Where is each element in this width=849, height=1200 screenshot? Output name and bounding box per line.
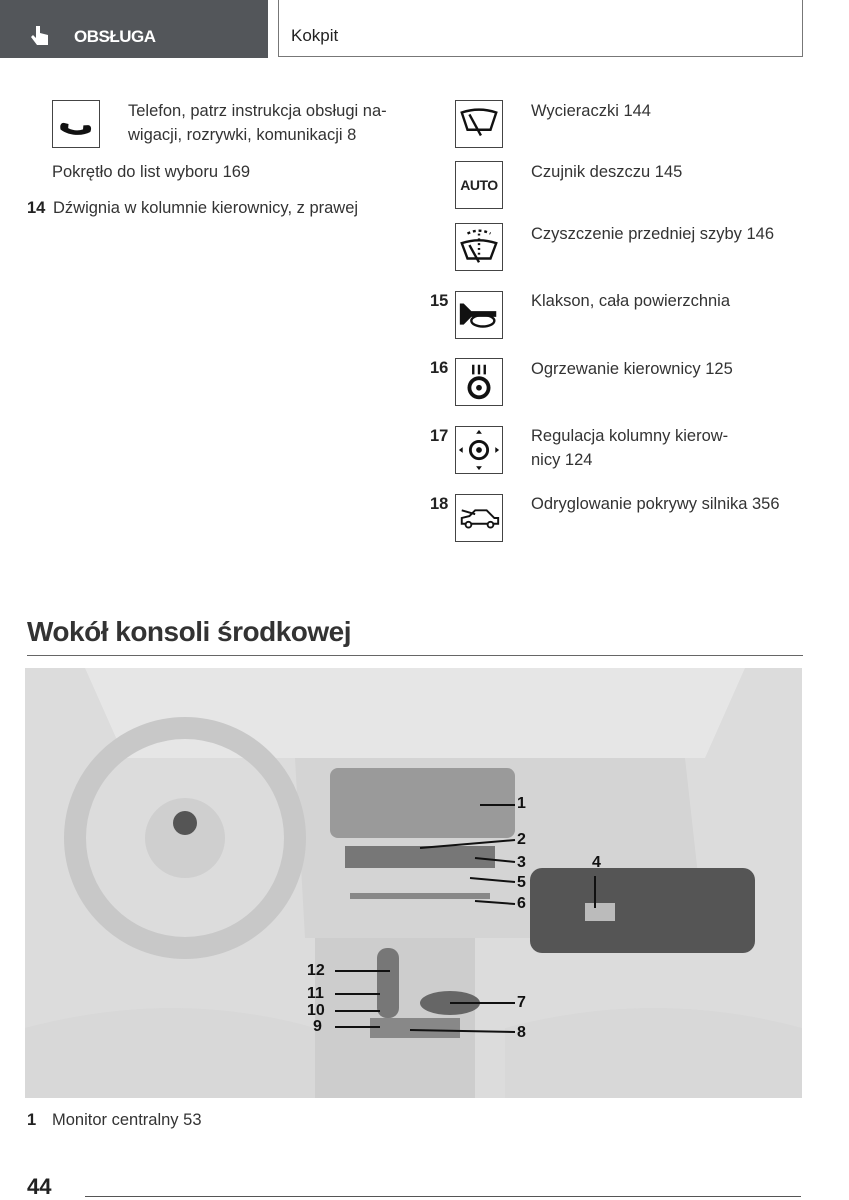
item-text: Dźwignia w kolumnie kierownicy, z prawej bbox=[53, 199, 359, 217]
item-text: wigacji, rozrywki, komunikacji 8 bbox=[128, 126, 357, 144]
callout-5: 5 bbox=[517, 874, 526, 891]
callout-4: 4 bbox=[592, 854, 601, 871]
auto-icon bbox=[455, 161, 503, 209]
chapter-box bbox=[278, 0, 803, 57]
item-number: 14 bbox=[27, 199, 46, 217]
item-number: 18 bbox=[430, 495, 449, 513]
item-text: Odryglowanie pokrywy silnika 356 bbox=[531, 495, 780, 513]
auto-icon-text: AUTO bbox=[460, 177, 498, 193]
item-text: Czujnik deszczu 145 bbox=[531, 163, 683, 181]
callout-6: 6 bbox=[517, 895, 526, 912]
item-text: Regulacja kolumny kierow- bbox=[531, 427, 729, 445]
callout-11: 11 bbox=[307, 985, 324, 1002]
item-text: Ogrzewanie kierownicy 125 bbox=[531, 360, 733, 378]
section-label: OBSŁUGA bbox=[74, 27, 156, 46]
item-text: Czyszczenie przedniej szyby 146 bbox=[531, 225, 775, 243]
item-number: 17 bbox=[430, 427, 449, 445]
caption-number: 1 bbox=[27, 1111, 37, 1129]
center-console-photo bbox=[25, 668, 802, 1098]
wiper-icon bbox=[455, 100, 503, 148]
hood-icon bbox=[455, 494, 503, 542]
item-text: Wycieraczki 144 bbox=[531, 102, 651, 120]
section-title: Wokół konsoli środkowej bbox=[27, 616, 352, 647]
callout-1: 1 bbox=[517, 795, 526, 812]
item-text: nicy 124 bbox=[531, 451, 593, 469]
item-number: 16 bbox=[430, 359, 449, 377]
callout-8: 8 bbox=[517, 1024, 526, 1041]
caption-text: Monitor centralny 53 bbox=[52, 1111, 202, 1129]
callout-7: 7 bbox=[517, 994, 526, 1011]
footer-rule bbox=[85, 1196, 801, 1197]
page-number: 44 bbox=[27, 1174, 52, 1199]
item-text: Telefon, patrz instrukcja obsługi na- bbox=[128, 102, 387, 120]
item-number: 15 bbox=[430, 292, 449, 310]
item-text: Klakson, cała powierzchnia bbox=[531, 292, 731, 310]
hand-pointer-icon bbox=[30, 24, 52, 48]
callout-12: 12 bbox=[307, 962, 325, 979]
chapter-label: Kokpit bbox=[291, 26, 339, 45]
horn-icon bbox=[455, 291, 503, 339]
divider bbox=[27, 655, 803, 656]
callout-9: 9 bbox=[313, 1018, 322, 1035]
washer-icon bbox=[455, 223, 503, 271]
phone-icon bbox=[52, 100, 100, 148]
steering-heat-icon bbox=[455, 358, 503, 406]
item-text: Pokrętło do list wyboru 169 bbox=[52, 163, 251, 181]
callout-3: 3 bbox=[517, 854, 526, 871]
section-tab bbox=[0, 0, 268, 58]
steering-adjust-icon bbox=[455, 426, 503, 474]
callout-10: 10 bbox=[307, 1002, 325, 1019]
callout-2: 2 bbox=[517, 831, 526, 848]
